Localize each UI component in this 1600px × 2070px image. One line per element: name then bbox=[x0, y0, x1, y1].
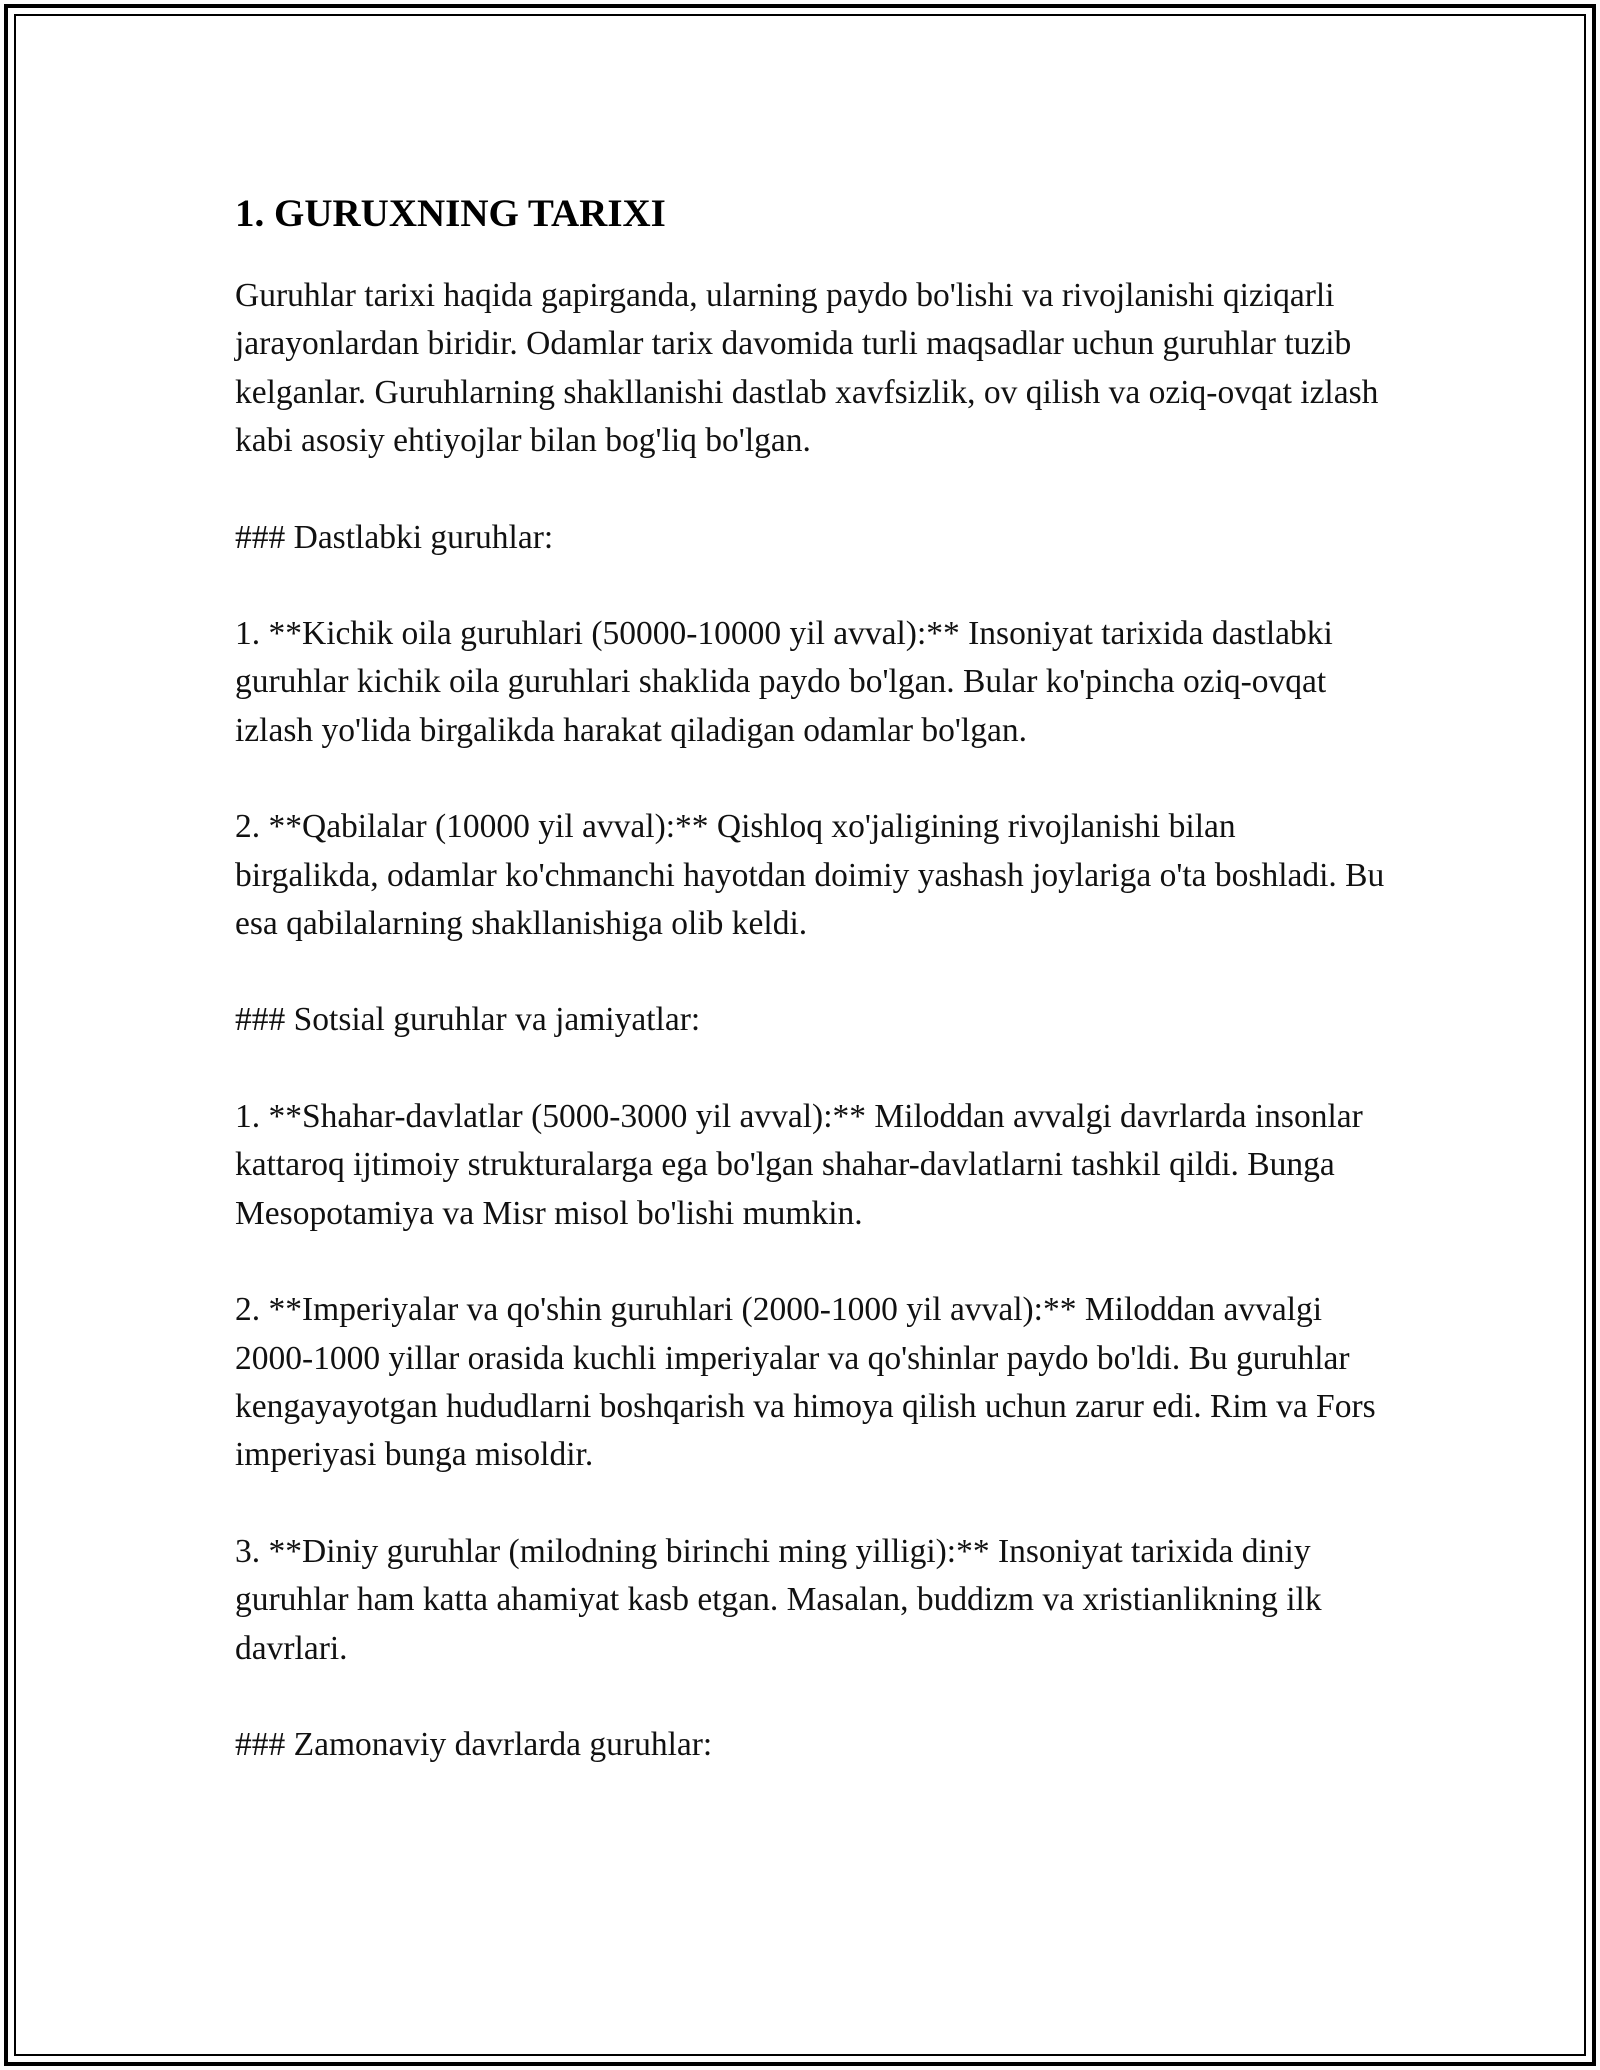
list-item-family-groups: 1. **Kichik oila guruhlari (50000-10000 yil avval):** Insoniyat tarixida dastlabki guruhlar kichik oila guruhlari shaklida paydo bo'lgan. Bular ko'pincha oziq-ovqat izlash yo'lida birgalikda harakat qiladigan odamlar bo'lgan. bbox=[235, 615, 1333, 749]
list-item-city-states: 1. **Shahar-davlatlar (5000-3000 yil avval):** Miloddan avvalgi davrlarda insonlar kattaroq ijtimoiy strukturalarga ega bo'lgan shahar-davlatlarni tashkil qildi. Bunga Mesopotamiya va Misr misol bo'lishi mumkin. bbox=[235, 1097, 1363, 1232]
section-heading-early-groups: ### Dastlabki guruhlar: bbox=[235, 518, 554, 556]
list-item-empires: 2. **Imperiyalar va qo'shin guruhlari (2000-1000 yil avval):** Miloddan avvalgi 2000-1000 yillar orasida kuchli imperiyalar va qo'shinlar paydo bo'ldi. Bu guruhlar kengayayotgan hududlarni boshqarish va himoya qilish uchun zarur edi. Rim va Fors imperiyasi bunga misoldir. bbox=[235, 1291, 1376, 1474]
document-title: 1. GURUXNING TARIXI bbox=[235, 192, 666, 235]
list-item-religious-groups: 3. **Diniy guruhlar (milodning birinchi ming yilligi):** Insoniyat tarixida diniy guruhlar ham katta ahamiyat kasb etgan. Masalan, buddizm va xristianlikning ilk davrlari. bbox=[235, 1532, 1322, 1667]
list-item-tribes: 2. **Qabilalar (10000 yil avval):** Qishloq xo'jaligining rivojlanishi bilan birgalikda, odamlar ko'chmanchi hayotdan doimiy yashash joylariga o'ta boshladi. Bu esa qabilalarning shakllanishiga olib keldi. bbox=[235, 808, 1385, 943]
document-body bbox=[235, 186, 1385, 1817]
intro-paragraph: Guruhlar tarixi haqida gapirganda, ularning paydo bo'lishi va rivojlanishi qiziqarli jarayonlardan biridir. Odamlar tarix davomida turli maqsadlar uchun guruhlar tuzib kelganlar. Guruhlarning shakllanishi dastlab xavfsizlik, ov qilish va oziq-ovqat izlash kabi asosiy ehtiyojlar bilan bog'liq bo'lgan. bbox=[235, 277, 1379, 460]
section-heading-modern-groups: ### Zamonaviy davrlarda guruhlar: bbox=[235, 1725, 713, 1763]
section-heading-social-groups: ### Sotsial guruhlar va jamiyatlar: bbox=[235, 1001, 701, 1039]
